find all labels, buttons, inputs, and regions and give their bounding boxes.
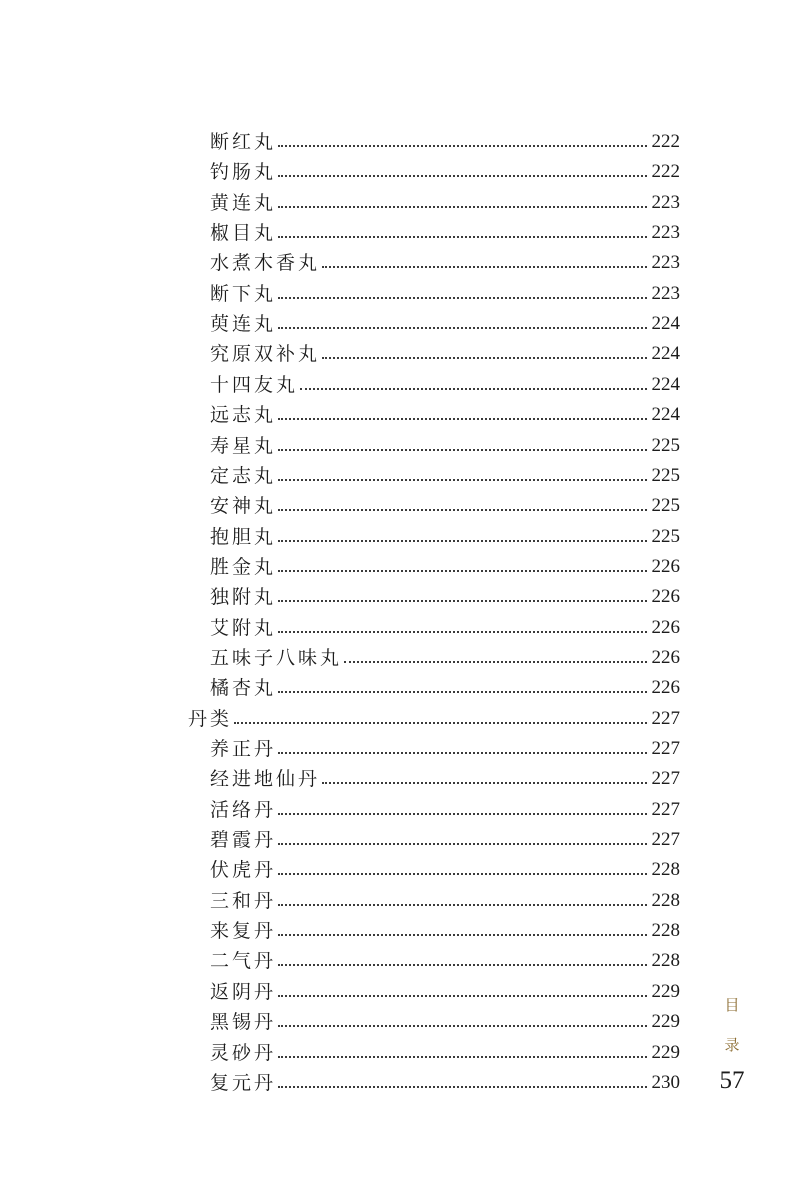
toc-leader-dots xyxy=(278,691,647,693)
toc-entry-page: 224 xyxy=(651,404,680,426)
toc-entry[interactable] xyxy=(210,553,680,581)
toc-entry-title: 断红丸 xyxy=(210,131,277,153)
toc-entry[interactable] xyxy=(210,158,680,186)
toc-entry[interactable] xyxy=(210,947,680,975)
toc-entry[interactable] xyxy=(210,614,680,642)
toc-entry[interactable] xyxy=(210,432,680,460)
toc-entry-page: 229 xyxy=(651,1041,680,1063)
toc-entry-page: 227 xyxy=(651,738,680,759)
toc-entry-title: 艾附丸 xyxy=(210,616,277,639)
toc-leader-dots xyxy=(322,782,647,784)
toc-entry-page: 223 xyxy=(651,191,680,213)
toc-leader-dots xyxy=(278,236,647,238)
toc-leader-dots xyxy=(278,297,647,299)
side-label-char: 录 xyxy=(724,1036,740,1054)
toc-entry[interactable] xyxy=(210,887,680,915)
toc-entry-title: 究原双补丸 xyxy=(210,343,321,366)
section-side-label xyxy=(716,985,748,1065)
toc-leader-dots xyxy=(278,1056,647,1058)
toc-entry-title: 十四友丸 xyxy=(210,373,299,396)
toc-leader-dots xyxy=(278,540,647,542)
toc-entry-title: 寿星丸 xyxy=(210,434,277,457)
toc-entry-page: 228 xyxy=(651,889,680,911)
toc-entry-page: 225 xyxy=(651,525,680,547)
toc-entry-page: 222 xyxy=(651,161,680,183)
toc-leader-dots xyxy=(322,357,647,359)
toc-entry-title: 定志丸 xyxy=(210,464,277,487)
toc-entry[interactable] xyxy=(210,765,680,793)
toc-entry-title: 黄连丸 xyxy=(210,191,277,214)
side-label-char: 目 xyxy=(724,996,740,1014)
toc-leader-dots xyxy=(278,479,647,481)
toc-entry-page: 230 xyxy=(651,1071,680,1093)
toc-entry[interactable] xyxy=(210,826,680,854)
toc-entry-title: 钓肠丸 xyxy=(210,161,277,184)
toc-entry-title: 养正丹 xyxy=(210,738,277,760)
toc-leader-dots xyxy=(278,904,647,906)
toc-leader-dots xyxy=(278,175,647,177)
toc-entry[interactable] xyxy=(210,280,680,308)
toc-entry-page: 226 xyxy=(651,677,680,699)
toc-entry-page: 222 xyxy=(651,131,680,152)
toc-entry[interactable] xyxy=(210,371,680,399)
toc-entry-page: 227 xyxy=(651,798,680,820)
toc-entry-title: 断下丸 xyxy=(210,282,277,305)
toc-entry-title: 橘杏丸 xyxy=(210,677,277,700)
toc-entry[interactable] xyxy=(210,189,680,217)
toc-leader-dots xyxy=(278,600,647,602)
toc-leader-dots xyxy=(278,570,647,572)
toc-entry-page: 226 xyxy=(651,555,680,577)
toc-entry-page: 223 xyxy=(651,252,680,274)
toc-entry-title: 来复丹 xyxy=(210,920,277,943)
toc-entry-title: 碧霞丹 xyxy=(210,829,277,852)
toc-leader-dots xyxy=(278,631,647,633)
toc-leader-dots xyxy=(278,509,647,511)
toc-entry[interactable] xyxy=(210,462,680,490)
toc-leader-dots xyxy=(278,327,647,329)
toc-entry[interactable] xyxy=(210,310,680,338)
toc-entry-title: 经进地仙丹 xyxy=(210,768,321,791)
toc-entry[interactable] xyxy=(210,978,680,1006)
toc-entry-page: 225 xyxy=(651,495,680,517)
toc-entry-page: 225 xyxy=(651,464,680,486)
toc-leader-dots xyxy=(278,1086,647,1088)
toc-entry-title: 返阴丹 xyxy=(210,980,277,1003)
toc-entry-title: 抱胆丸 xyxy=(210,525,277,548)
toc-entry[interactable] xyxy=(210,1069,680,1097)
toc-entry-title: 活络丹 xyxy=(210,798,277,821)
toc-entry-page: 223 xyxy=(651,282,680,304)
toc-entry-title: 水煮木香丸 xyxy=(210,252,321,275)
toc-entry[interactable] xyxy=(210,917,680,945)
toc-entry-title: 安神丸 xyxy=(210,495,277,518)
toc-entry-page: 224 xyxy=(651,313,680,335)
toc-entry-title: 独附丸 xyxy=(210,586,277,609)
toc-leader-dots xyxy=(322,266,647,268)
toc-entry-page: 223 xyxy=(651,222,680,244)
toc-entry-title: 二气丹 xyxy=(210,950,277,973)
toc-entry[interactable] xyxy=(210,856,680,884)
toc-entry-title: 五味子八味丸 xyxy=(210,646,343,669)
toc-entry[interactable] xyxy=(210,523,680,551)
toc-entry-title: 复元丹 xyxy=(210,1071,277,1094)
toc-entry[interactable] xyxy=(210,249,680,277)
toc-entry-title: 伏虎丹 xyxy=(210,859,277,882)
toc-entry-page: 227 xyxy=(651,707,680,729)
toc-entry[interactable] xyxy=(210,583,680,611)
toc-entry-title: 丹类 xyxy=(188,707,233,730)
toc-entry-title: 萸连丸 xyxy=(210,313,277,336)
toc-entry-page: 229 xyxy=(651,1011,680,1033)
toc-entry[interactable] xyxy=(210,340,680,368)
toc-leader-dots xyxy=(278,206,647,208)
toc-leader-dots xyxy=(278,1025,647,1027)
toc-entry[interactable] xyxy=(210,219,680,247)
toc-entry-title: 远志丸 xyxy=(210,404,277,427)
toc-entry-title: 三和丹 xyxy=(210,889,277,912)
toc-entry[interactable] xyxy=(210,1039,680,1067)
toc-leader-dots xyxy=(278,752,647,754)
toc-entry-page: 224 xyxy=(651,343,680,365)
toc-leader-dots xyxy=(344,661,647,663)
toc-entry-page: 225 xyxy=(651,434,680,456)
page-number: 57 xyxy=(719,1067,745,1094)
toc-entry-page: 226 xyxy=(651,586,680,608)
toc-leader-dots xyxy=(278,964,647,966)
toc-entry-page: 228 xyxy=(651,920,680,942)
toc-entry-title: 胜金丸 xyxy=(210,555,277,578)
toc-leader-dots xyxy=(278,995,647,997)
toc-section-heading[interactable] xyxy=(188,705,680,733)
toc-leader-dots xyxy=(278,449,647,451)
toc-entry-title: 椒目丸 xyxy=(210,222,277,245)
toc-leader-dots xyxy=(278,843,647,845)
toc-entry[interactable] xyxy=(210,401,680,429)
toc-entry-page: 227 xyxy=(651,768,680,790)
toc-entry-page: 229 xyxy=(651,980,680,1002)
toc-leader-dots xyxy=(278,145,647,147)
toc-leader-dots xyxy=(278,873,647,875)
toc-leader-dots xyxy=(300,388,647,390)
toc-entry-page: 226 xyxy=(651,616,680,638)
toc-entry[interactable] xyxy=(210,674,680,702)
toc-entry[interactable] xyxy=(210,644,680,672)
toc-entry-title: 黑锡丹 xyxy=(210,1011,277,1034)
toc-leader-dots xyxy=(234,722,647,724)
toc-entry-page: 228 xyxy=(651,950,680,972)
toc-entry[interactable] xyxy=(210,492,680,520)
toc-entry[interactable] xyxy=(210,128,680,156)
toc-entry-page: 227 xyxy=(651,829,680,851)
toc-leader-dots xyxy=(278,418,647,420)
toc-entry[interactable] xyxy=(210,796,680,824)
toc-entry-page: 224 xyxy=(651,373,680,395)
toc-leader-dots xyxy=(278,934,647,936)
toc-entry-page: 226 xyxy=(651,646,680,668)
toc-entry-page: 228 xyxy=(651,859,680,881)
toc-entry[interactable] xyxy=(210,735,680,763)
toc-entry-title: 灵砂丹 xyxy=(210,1041,277,1064)
toc-entry[interactable] xyxy=(210,1008,680,1036)
toc-leader-dots xyxy=(278,813,647,815)
